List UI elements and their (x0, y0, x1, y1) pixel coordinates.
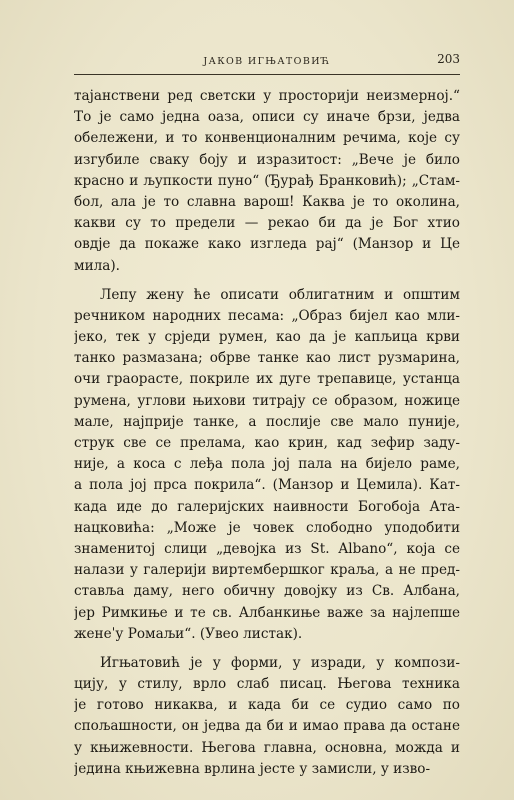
running-title: ЈАКОВ ИГЊАТОВИЋ (203, 56, 331, 67)
page-number: 203 (437, 52, 460, 66)
text-line: стављa даму, него обичну довојку из Св. Албана, (74, 583, 460, 600)
text-line: нацковића: „Може је човек слободно уподобити (74, 519, 460, 536)
text-line: је готово никаква, и када би се судио само по (74, 697, 460, 714)
text-line: једина књижевна врлина јесте у замисли, у изво- (74, 760, 431, 777)
text-line: спољашности, он једва да би и имао права да остане (74, 718, 460, 735)
text-line: овдје да покаже како изгледа рај“ (Манзор и Це (74, 236, 460, 253)
text-line: када иде до галеријских наивности Богобоја Ата- (74, 498, 460, 515)
text-line: цију, у стилу, врло слаб писац. Његова техника (74, 676, 460, 693)
text-line: јеко, тек у срједи румен, као да је капљица крви (74, 329, 460, 346)
paragraph-gap (74, 277, 460, 285)
text-line: јер Римкиње и те св. Албанкиње важе за најлепше (74, 604, 460, 621)
text-line: речником народних песама: „Образ бијел као мли- (74, 307, 460, 324)
text-line: мале, најприје танке, а послије све мало пуније, (74, 413, 460, 430)
paragraph (74, 285, 460, 645)
text-line: знаменитој слици „девојка из St. Albano“, која се (74, 540, 460, 557)
text-line: бол, ала је то славна варош! Каква је то околина, (74, 193, 460, 210)
text-line: очи граорасте, покриле их дуге трепавице, устанца (74, 371, 460, 388)
text-line: Игњатовић је у форми, у изради, у компози- (100, 654, 460, 671)
header-rule (74, 74, 460, 75)
text-line: танко размазана; обрве танке као лист рузмарина, (74, 350, 460, 367)
paragraph-gap (74, 645, 460, 653)
paragraph (74, 86, 460, 277)
text-line: налази у галерији виртембершког краља, а не пред- (74, 562, 460, 579)
running-header (74, 50, 460, 74)
text-line: у књижевности. Његова главна, основна, можда и (74, 739, 460, 756)
text-line: красно и љупкости пуно“ (Ђурађ Бранковић); „Стам- (74, 172, 460, 189)
text-line: није, а коса с леђа пола јој пала на бијело раме, (74, 456, 460, 473)
text-line: Лепу жену ће описати облигатним и општим (100, 286, 460, 303)
text-line: румена, углови њихови титрају се образом, ножице (74, 392, 460, 409)
paragraph (74, 653, 460, 780)
text-line: женеˈу Ромаљи“. (Увео листак). (74, 625, 303, 642)
text-line: То је само једна оаза, описи су иначе брзи, једва (74, 109, 460, 126)
text-line: обележени, и то конвенционалним речима, које су (74, 130, 460, 147)
text-line: мила). (74, 257, 120, 274)
text-line: изгубиле сваку боју и изразитост: „Вече је било (74, 151, 460, 168)
text-line: а пола јој прса покрила“. (Манзор и Цемила). Кат- (74, 477, 460, 494)
text-line: тајанствени ред светски у просторији неизмерној.“ (74, 88, 460, 104)
text-line: какви су то предели — рекао би да је Бог хтио (74, 215, 460, 232)
text-line: струк све се прелама, као крин, кад зефир заду- (74, 435, 460, 451)
body-text (74, 86, 460, 780)
